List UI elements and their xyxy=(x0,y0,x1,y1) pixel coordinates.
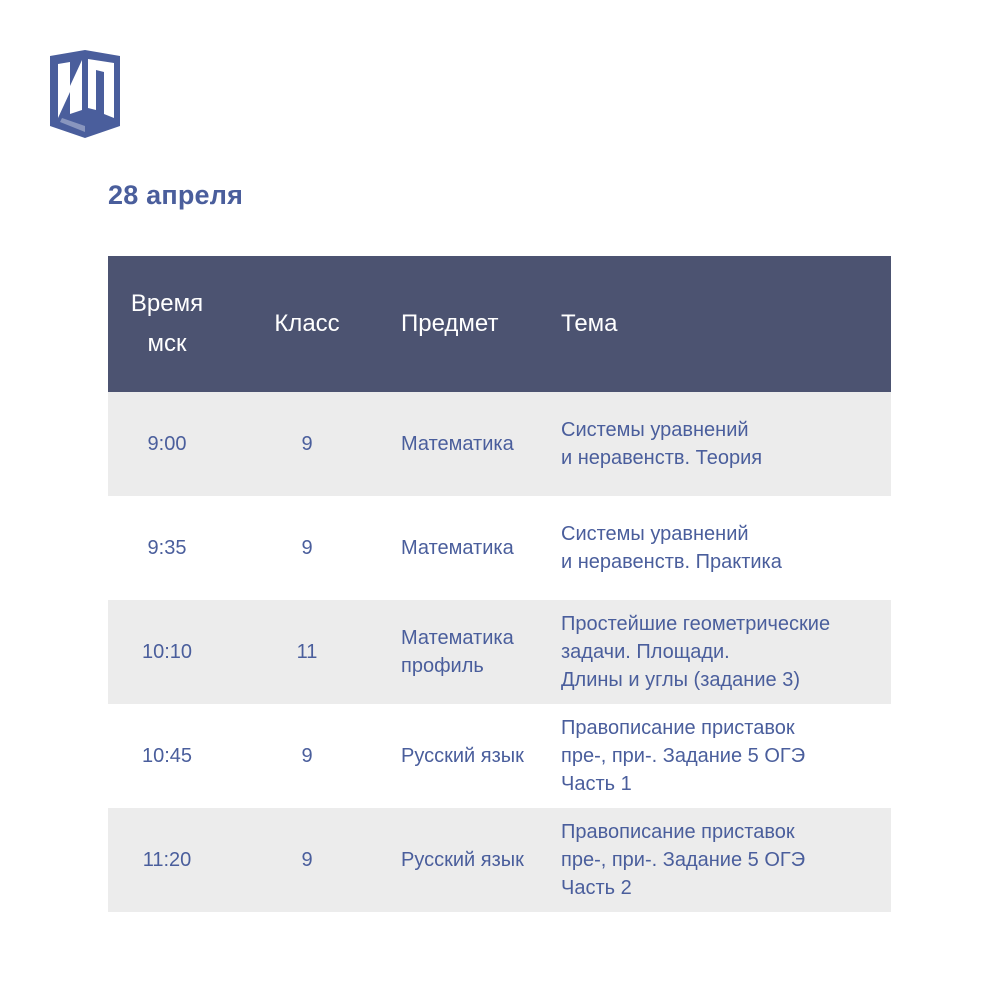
row-subject: Математика xyxy=(401,433,514,455)
row-class: 9 xyxy=(301,433,313,455)
header-time-line1: Время xyxy=(130,290,204,317)
row-class: 11 xyxy=(296,641,318,663)
row-topic: Простейшие геометрические задачи. Площади. Длины и углы (задание 3) xyxy=(561,613,831,691)
table-row xyxy=(108,392,891,496)
table-row xyxy=(108,808,891,912)
table-row xyxy=(108,600,891,704)
row-time: 10:45 xyxy=(141,745,193,767)
header-subject: Предмет xyxy=(401,310,499,337)
row-topic: Системы уравнений и неравенств. Теория xyxy=(561,419,763,469)
row-time: 9:35 xyxy=(147,537,187,559)
row-class: 9 xyxy=(301,849,313,871)
row-class: 9 xyxy=(301,745,313,767)
row-time: 11:20 xyxy=(142,849,192,871)
row-subject: Русский язык xyxy=(401,745,524,767)
row-topic: Правописание приставок пре-, при-. Задание 5 ОГЭ Часть 1 xyxy=(561,717,806,795)
table-row xyxy=(108,496,891,600)
row-topic: Системы уравнений и неравенств. Практика xyxy=(561,523,782,573)
header-time xyxy=(108,284,226,364)
row-subject: Математика xyxy=(401,537,514,559)
table-row xyxy=(108,704,891,808)
publisher-shield-logo-icon xyxy=(48,48,122,140)
row-subject: Математика профиль xyxy=(401,627,514,677)
header-time-line2: мск xyxy=(147,330,187,357)
table-header-row xyxy=(108,256,891,392)
row-time: 10:10 xyxy=(141,641,193,663)
header-topic: Тема xyxy=(561,310,618,337)
schedule-table xyxy=(108,256,891,912)
row-subject: Русский язык xyxy=(401,849,524,871)
header-class: Класс xyxy=(274,310,340,337)
row-topic: Правописание приставок пре-, при-. Задание 5 ОГЭ Часть 2 xyxy=(561,821,806,899)
row-class: 9 xyxy=(301,537,313,559)
date-title: 28 апреля xyxy=(108,180,244,210)
row-time: 9:00 xyxy=(147,433,187,455)
